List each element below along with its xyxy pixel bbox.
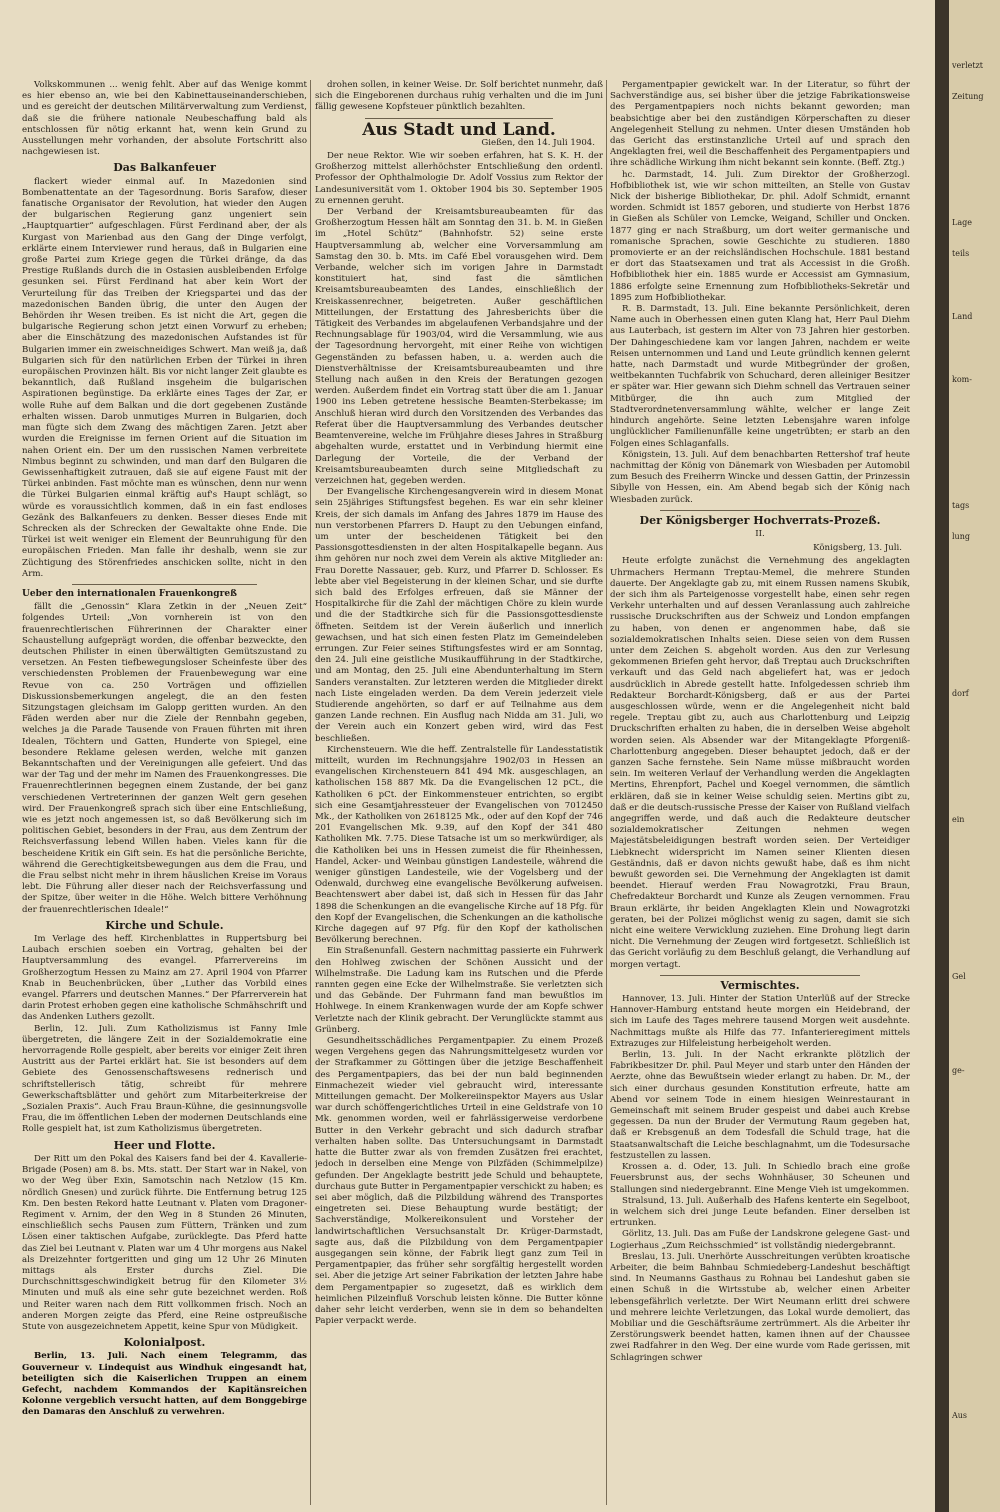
- column-1: [22, 80, 307, 1505]
- adjacent-page-fragment: kom-: [952, 375, 972, 385]
- book-gutter: [935, 0, 949, 1512]
- adjacent-page-fragment: [949, 1253, 1000, 1264]
- kolonial-heading: Kolonialpost.: [123, 1336, 206, 1350]
- adjacent-page-fragment: [949, 845, 1000, 856]
- adjacent-page-fragment: [949, 782, 1000, 793]
- darmstadt-hofbibliothek-article: hc. Darmstadt, 14. Juli. Zum Direktor der Großherzogl. Hofbibliothek ist, wie wir schon mitteilten, an Stelle von Gustav Nick der bisherige Bibliothekar, Dr. phil. Adolf Schmidt, ernannt worden. Schmidt ist 1857 geboren, und studierte von Herbst 1876 in Gießen als Schüler von Lemcke, Weigand, Schiller und Oncken. 1877 ging er nach Straßburg, um dort weiter germanische und romanische Sprachen, sowie Geschichte zu studieren. 1880 promovierte er an der reichsländischen Hochschule. 1881 bestand er dort das Staatsexamen und trat als Accessist in die Großh. Hofbibliothek hier ein. 1885 wurde er Accessist am Gymnasium, 1886 erfolgte seine Ernennung zum Hofbibliotheks-Sekretär und 1895 zum Hofbibliothekar.: [610, 169, 910, 303]
- adjacent-page-fragment: [949, 594, 1000, 605]
- col1-intro: Volkskommunen ... wenig fehlt. Aber auf das Wenige kommt es hier ebenso an, wie bei den Kabinettauseinanderschieben, und es gereicht der deutschen Militärverwaltung zum Verdienst, daß sie die frühere nationale Neubeschaffung bald als entschlossen für nötig erkannt hat, wenn kein Grund zu Ausstellungen mehr vorhanden, der absolute Fortschritt also nachgewiesen ist.: [22, 80, 307, 158]
- hannover-article: Hannover, 13. Juli. Hinter der Station Unterlüß auf der Strecke Hannover-Hamburg entstand heute morgen ein Heidebrand, der sich im Laufe des Tages mehrere tausend Morgen weit ausdehnte. Nachmittags mußte als Hilfe das 77. Infanterieregiment mittels Extrazuges zur Hilfeleistung herbeigeholt werden.: [610, 994, 910, 1049]
- kirche-heading: Kirche und Schule.: [105, 918, 224, 932]
- adjacent-page-fragment: [949, 563, 1000, 574]
- adjacent-page-fragment: [949, 720, 1000, 731]
- verband-article: Der Verband der Kreisamtsbureaubeamten für das Großherzogtum Hessen hält am Sonntag den 31. b. M. in Gießen im „Hotel Schütz“ (Bahnhofstr. 52) seine erste Hauptversammlung ab, welcher eine Vorversammlung am Samstag den 30. b. Mts. im Café Ebel vorausgehen wird. Dem Verbande, welcher sich im vorigen Jahre in Darmstadt konstituiert hat, sind fast die sämtlichen Kreisamtsbureaubeamten des Landes, einschließlich der Kreiskassenrechner, beigetreten. Außer geschäftlichen Mitteilungen, der Erstattung des Jahresberichts über die Tätigkeit des Verbandes im abgelaufenen Verbandsjahre und der Rechnungsablage für 1903/04, wird die Versammlung, wie aus der Tagesordnung hervorgeht, mit einer Reihe von wichtigen Gegenständen zu befassen haben, u. a. werden auch die Dienstverhältnisse der Kreisamtsbureaubeamten und ihre Stellung nach außen in den Kreis der Beratungen gezogen werden. Außerdem findet ein Vortrag statt über die am 1. Januar 1900 ins Leben getretene hessische Beamten-Sterbekasse; im Anschluß hieran wird durch den Vorsitzenden des Verbandes das Referat über die Hauptversammlung des Verbandes deutscher Beamtenvereine, welche im Frühjahre dieses Jahres in Straßburg abgehalten wurde, erstattet und in Verbindung hiermit eine Darlegung der Vorteile, die der Verband der Kreisamtsbureaubeamten durch seine Mitgliedschaft zu verzeichnen hat, gegeben werden.: [315, 207, 603, 486]
- column-rule: [606, 80, 607, 1505]
- adjacent-page-fragment: verletzt: [952, 61, 984, 70]
- column-3: [610, 80, 910, 1505]
- adjacent-page-fragment: [949, 1316, 1000, 1327]
- goerlitz-article: Görlitz, 13. Juli. Das am Fuße der Landskrone gelegene Gast- und Logierhaus „Zum Reichsschmied“ ist vollständig niedergebrannt.: [610, 1229, 910, 1251]
- stralsund-article: Stralsund, 13. Juli. Außerhalb des Hafens kenterte ein Segelboot, in welchem sich drei junge Leute befanden. Einer derselben ist ertrunken.: [610, 1195, 910, 1229]
- adjacent-page-fragment: dorf: [952, 689, 969, 699]
- adjacent-page-fragment: [949, 280, 1000, 291]
- pergament-article: Gesundheitsschädliches Pergamentpapier. Zu einem Prozeß wegen Vergehens gegen das Nahrungsmittelgesetz wurden vor der Strafkammer zu Göttingen über die jetzige Beschaffenheit des Pergamentpapiers, das bei der nun bald beginnenden Einmachezeit wieder viel gebraucht wird, interessante Mitteilungen gemacht. Der Molkereiinspektor Mayers aus Uslar war durch schöffengerichtliches Urteil in eine Geldstrafe von 10 Mk. genommen worden, weil er fahrlässigerweise verdorbene Butter in den Verkehr gebracht und sich dadurch strafbar verhalten haben sollte. Das Untersuchungsamt in Darmstadt hatte die Butter zwar als von fremden Zusätzen frei erachtet, jedoch in derselben eine Menge von Pilzfäden (Schimmelpilze) gefunden. Der Angeklagte bestritt jede Schuld und behauptete, durchaus gute Butter in Pergamentpapier verschickt zu haben; es sei aber möglich, daß die Pilzbildung während des Transportes eingetreten sei. Diese Behauptung wurde bestätigt; der Sachverständige, Molkereikonsulent und Vorsteher der landwirtschaftlichen Versuchsanstalt Dr. Krüger-Darmstadt, sagte aus, daß die Pilzbildung von dem Pergamentpapier ausgegangen sein könne, der Fabrik liegt ganz zum Teil in Pergamentpapier, das früher sehr sorgfältig hergestellt worden sei. Aber die jetzige Art seiner Fabrikation der letzten Jahre habe dem Pergamentpapier so zugesetzt, daß es wirklich dem heimlichen Pilzeinfluß Vorschub leisten könne. Die Butter könne daher sehr leicht verderben, wenn sie in dem so behandelten Papier verpackt werde.: [315, 1036, 603, 1327]
- adjacent-page-fragment: tags: [952, 500, 970, 510]
- adjacent-page-edge: [949, 0, 1000, 1512]
- adjacent-page-fragment: [949, 468, 1000, 479]
- kolonial-article: Berlin, 13. Juli. Nach einem Telegramm, das Gouverneur v. Lindequist aus Windhuk eingesandt hat, beteiligten sich die Kaiserlichen Truppen an einem Gefecht, nachdem Kommandos der Kapitänsreichen Kolonne vergeblich versucht hatten, auf dem Bonggebirge den Damaras den Anschluß zu verwehren.: [22, 1351, 307, 1418]
- adjacent-page-fragment: [949, 186, 1000, 197]
- prozess-part-number: II.: [755, 528, 765, 539]
- adjacent-page-fragment: [949, 154, 1000, 165]
- adjacent-page-fragment: [949, 751, 1000, 762]
- balkan-article: flackert wieder einmal auf. In Mazedonien sind Bombenattentate an der Tagesordnung. Boris Sarafow, dieser fanatische Organisator der Revolution, hat wieder den Augen der bulgarischen Regierung ganz ungeniert sein „Hauptquartier“ aufgeschlagen. Fürst Ferdinand aber, der als Kurgast von Marienbad aus den Gang der Dinge verfolgt, erklärte einem Interviewer rund heraus, daß in Bulgarien eine große Partei zum Kriege gegen die Türkei dränge, da das Prestige Rußlands durch die in Ostasien ausbleibenden Erfolge gesunken sei. Fürst Ferdinand hat aber kein Wort der Verurteilung für das Treiben der Kriegspartei und das der mazedonischen Banden übrig, die unter den Augen der Behörden ihr Wesen treiben. Es ist nicht die Art, gegen die bulgarische Regierung schon jetzt einen Vorwurf zu erheben; aber die Einschätzung des mazedonischen Aufstandes ist für Bulgarien immer ein zweischneidiges Schwert. Man weiß ja, daß Bulgarien sich für den natürlichen Erben der Türkei in ihren europäischen Provinzen hält. Bis vor nicht langer Zeit glaubte es bekanntlich, daß Rußland insgeheim die bulgarischen Aspirationen begünstige. Da erklärte eines Tages der Zar, er wolle Ruhe auf dem Balkan und die dort gegebenen Zustände erhalten wissen. Darob unmutiges Murren in Bulgarien, doch man fügte sich dem Zwang des mächtigen Zaren. Jetzt aber wurden die Ereignisse im fernen Orient auf die Situation im nahen Orient ein. Der um den russischen Namen verbreitete Nimbus beginnt zu schwinden, und man darf den Bulgaren die Gewissenhaftigkeit zutrauen, daß sie auf eigene Faust mit der Türkei anbinden. Fast möchte man es wünschen, denn nur wenn die Türkei Bulgarien einmal kräftig auf's Haupt schlägt, so würde es voraussichtlich kommen, daß in ein fast endloses Gezänk des Balkanfeuers zu denken. Besser dieses Ende mit Schrecken als der Schrecken der Gewaltakte ohne Ende. Die Türkei ist weit weniger ein Element der Beunruhigung für den europäischen Frieden. Man falle ihr deshalb, wenn sie zur Züchtigung des Störenfriedes anschicken sollte, nicht in den Arm.: [22, 176, 307, 579]
- kirche-article: Im Verlage des heff. Kirchenblattes in Ruppertsburg bei Laubach erschien soeben ein Vortrag, gehalten bei der Hauptversammlung des evangel. Pfarrervereins im Großherzogtum Hessen zu Mainz am 27. April 1904 von Pfarrer Knab in Beuchenbrücken, über „Luther das Vorbild eines evangel. Pfarrers und deutschen Mannes.“ Der Pfarrerverein hat darin Protest erhoben gegen eine katholische Schmähschrift und das Andenken Luthers gezollt.: [22, 934, 307, 1023]
- adjacent-page-fragment: [949, 877, 1000, 888]
- kirchensteuern-article: Kirchensteuern. Wie die heff. Zentralstelle für Landesstatistik mitteilt, wurden im Rechnungsjahre 1902/03 in Hessen an evangelischen Kirchensteuern 841 494 Mk. ausgeschlagen, an katholischen 158 887 Mk. Da die Evangelischen 12 pCt., die Katholiken 6 pCt. der Einkommensteuer entrichten, so ergibt sich eine Gesamtjahressteuer der Evangelischen von 7012450 Mk., der Katholiken von 2618125 Mk., oder auf den Kopf der 746 201 Evangelischen Mk. 9.39, auf den Kopf der 341 480 Katholiken Mk. 7.75. Diese Tatsache ist um so merkwürdiger, als die Katholiken bei uns in Hessen zumeist die für Rheinhessen, Handel, Acker- und Weinbau günstigen Landesteile, während die weniger günstigen Landesteile, wie der Vogelsberg und der Odenwald, durchweg eine evangelische Bevölkerung aufweisen. Beachtenswert aber dabei ist, daß sich in Hessen für das Jahr 1898 die Schenkungen an die evangelische Kirche auf 18 Pfg. für den Kopf der Evangelischen, die Schenkungen an die katholische Kirche dagegen auf 97 Pfg. für den Kopf der katholischen Bevölkerung berechnen.: [315, 744, 603, 946]
- adjacent-page-fragment: [949, 1285, 1000, 1296]
- krossen-article: Krossen a. d. Oder, 13. Juli. In Schiedlo brach eine große Feuersbrunst aus, der sechs Wohnhäuser, 30 Scheunen und Stallungen sind niedergebrannt. Eine Menge Vieh ist umgekommen.: [610, 1162, 910, 1195]
- stadt-land-heading: Aus Stadt und Land.: [362, 119, 556, 140]
- adjacent-page-fragment: [949, 1379, 1000, 1390]
- unfall-article: Ein Straßenunfall. Gestern nachmittag passierte ein Fuhrwerk den Hohlweg zwischen der Schönen Aussicht und der Wilhelmstraße. Die Ladung kam ins Rutschen und die Pferde rannten gegen eine Ecke der Wilhelmstraße. Sie verletzten sich und das Gebände. Der Fuhrmann fand man bewußtlos im Hohlwege. In einem Krankenwagen wurde der am Kopfe schwer Verletzte nach der Klinik gebracht. Der Verunglückte stammt aus Grünberg.: [315, 946, 603, 1035]
- column-rule: [310, 80, 311, 1505]
- separator: [660, 975, 860, 976]
- prozess-heading: Der Königsberger Hochverrats-Prozeß.: [639, 513, 881, 527]
- adjacent-page-fragment: lung: [952, 532, 970, 542]
- prozess-dateline: Königsberg, 13. Juli.: [813, 543, 902, 554]
- adjacent-page-fragment: [949, 1191, 1000, 1202]
- adjacent-page-fragment: [949, 1002, 1000, 1013]
- kirchengesang-article: Der Evangelische Kirchengesangverein wird in diesem Monat sein 25jähriges Stiftungsfest begehen. Es war ein sehr kleiner Kreis, der sich damals im Anfang des Jahres 1879 im Hause des nun verstorbenen Pfarrers D. Haupt zu den Uebungen einfand, um unter der bescheidenen Tätigkeit bei den Passionsgottesdiensten in der alten Hospitalkapelle begann. Aus ihm gehören nur noch zwei dem Verein als aktive Mitglieder an: Frau Dorette Nassauer, geb. Kurz, und Pfarrer D. Schlosser. Es lebte aber viel Begeisterung in der kleinen Schar, und sie durfte sich bald des Erfolges erfreuen, daß sie Männer der Hospitalkirche für die Zahl der mächtigen Chöre zu klein wurde und die der Stadtkirche sich für die Passionsgottesdienste öffneten. Seitdem ist der Verein äußerlich und innerlich gewachsen, und hat sich einen festen Platz im Gemeindeleben errungen. Zur Feier seines Stiftungsfestes wird er am Sonntag, den 24. Juli eine geistliche Musikaufführung in der Stadtkirche, und am Montag, den 25. Juli eine Abendunterhaltung im Stern Sanders veranstalten. Zur letzteren werden die Mitglieder direkt nach Liste eingeladen werden. Da dem Verein jederzeit viele Studierende angehörten, so darf er auf Teilnahme aus dem ganzen Lande rechnen. Ein Ausflug nach Nidda am 31. Juli, wo der Verein auch ein Konzert geben wird, wird das Fest beschließen.: [315, 487, 603, 744]
- adjacent-page-fragment: [949, 657, 1000, 668]
- adjacent-page-fragment: [949, 1128, 1000, 1139]
- separator: [660, 510, 860, 511]
- adjacent-page-fragment: Aus: [952, 1411, 968, 1421]
- rektor-article: Der neue Rektor. Wie wir soeben erfahren, hat S. K. H. der Großherzog mittelst allerhöchster Entschließung den ordentl. Professor der Ophthalmologie Dr. Adolf Vossius zum Rektor der Landesuniversität vom 1. Oktober 1904 bis 30. September 1905 zu ernennen geruht.: [315, 151, 603, 206]
- adjacent-page-fragment: Zeitung: [952, 92, 984, 102]
- adjacent-page-fragment: ein: [952, 814, 965, 824]
- vermischtes-heading: Vermischtes.: [720, 978, 800, 992]
- col2-intro: drohen sollen, in keiner Weise. Dr. Solf berichtet nunmehr, daß sich die Eingeborenen durchaus ruhig verhalten und die im Juni fällig gewesene Kopfsteuer pünktlich bezahlten.: [315, 80, 603, 113]
- adjacent-page-fragment: [949, 1034, 1000, 1045]
- adjacent-page-fragment: Land: [952, 312, 973, 322]
- adjacent-page-fragment: [949, 343, 1000, 354]
- adjacent-page-fragment: [949, 437, 1000, 448]
- adjacent-page-fragment: Lage: [952, 218, 972, 228]
- breslau-article: Breslau, 13. Juli. Unerhörte Ausschreitungen verübten kroatische Arbeiter, die beim Bahnbau Schmiedeberg-Landeshut beschäftigt sind. In Neumanns Gasthaus zu Rohnau bei Landeshut gaben sie einen Schuß in die Wirtsstube ab, welcher einen Arbeiter lebensgefährlich verletzte. Der Wirt Neumann erlitt drei schwere und mehrere leichte Verletzungen, das Lokal wurde demoliert, das Mobiliar und die Geschäftsräume zertrümmert. Als die Arbeiter ihr Zerstörungswerk beendet hatten, kamen ihnen auf der Chaussee zwei Radfahrer in den Weg. Der eine wurde vom Rade gerissen, mit Schlagringen schwer: [610, 1251, 910, 1363]
- adjacent-page-fragment: [949, 1348, 1000, 1359]
- adjacent-page-fragment: [949, 908, 1000, 919]
- berlin-meyer-article: Berlin, 13. Juli. In der Nacht erkrankte plötzlich der Fabrikbesitzer Dr. phil. Paul Meyer und starb unter den Händen der Aerzte, ohne das Bewußtsein wieder erlangt zu haben. Dr. M., der sich einer durchaus gesunden Konstitution erfreute, hatte am Abend vor seinem Tode in einem hiesigen Weinrestaurant in Gemeinschaft mit seinem Bruder gespeist und dabei auch Krebse gegessen. Da nun der Bruder der Vermutung Raum gegeben hat, daß er Krebsgenuß an dem Todesfall die Schuld trage, hat die Staatsanwaltschaft die Leiche beschlagnahmt, um die Todesursache festzustellen zu lassen.: [610, 1050, 910, 1161]
- adjacent-page-fragment: [949, 1096, 1000, 1107]
- darmstadt-diehm-article: R. B. Darmstadt, 13. Juli. Eine bekannte Persönlichkeit, deren Name auch in Oberhessen einen guten Klang hat, Herr Paul Diehm aus Lauterbach, ist gestern im Alter von 73 Jahren hier gestorben. Der Dahingeschiedene kam vor langen Jahren, nachdem er weite Reisen unternommen und Land und Leute gründlich kennen gelernt hatte, nach Darmstadt und wurde Mitbegründer der großen, weitbekannten Tuchfabrik von Schuchard, deren alleiniger Besitzer er später war. Hier gewann sich Diehm schnell das Vertrauen seiner Mitbürger, die ihn auch zum Mitglied der Stadtverordnetenversammlung wählte, welcher er lange Zeit hindurch angehörte. Seine letzten Lebensjahre waren infolge unglücklicher Familienunfälle keine ungetrübten; er starb an den Folgen eines Schlaganfalls.: [610, 304, 910, 449]
- adjacent-page-fragment: [949, 1159, 1000, 1170]
- adjacent-page-text: [949, 0, 1000, 1422]
- column-2: [315, 80, 603, 1505]
- adjacent-page-fragment: [949, 625, 1000, 636]
- adjacent-page-fragment: [949, 1222, 1000, 1233]
- adjacent-page-fragment: [949, 939, 1000, 950]
- col3-intro: Pergamentpapier gewickelt war. In der Literatur, so führt der Sachverständige aus, sei bisher über die jetzige Fabrikationsweise des Pergamentpapiers noch nichts bekannt geworden; man beabsichtige aber bei den zuständigen Körperschaften zu dieser Angelegenheit Stellung zu nehmen. Unter diesen Umständen hob das Gericht das erstinstanzliche Urteil auf und sprach den Angeklagten frei, weil die Beschaffenheit des Pergamentpapiers und ihre schädliche Wirkung ihm nicht bekannt sein konnte. (Beff. Ztg.): [610, 80, 910, 169]
- adjacent-page-fragment: [949, 405, 1000, 416]
- frauenkongress-heading: Ueber den internationalen Frauenkongreß: [22, 588, 237, 599]
- adjacent-page-fragment: ge-: [952, 1066, 965, 1075]
- separator: [72, 584, 257, 585]
- adjacent-page-fragment: Gel: [952, 971, 966, 981]
- dateline: Gießen, den 14. Juli 1904.: [481, 137, 595, 148]
- adjacent-page-fragment: teils: [952, 249, 970, 259]
- frauenkongress-article: fällt die „Genossin“ Klara Zetkin in der „Neuen Zeit“ folgendes Urteil: „Von vornherein ist von den frauenrechtlerischen Führerinnen der Charakter einer Schaustellung aufgeprägt worden, die offenbar bezweckte, den deutschen Philister in einen überwältigten Gemütszustand zu versetzen. An Festen tiefbewegungsloser Scheinfeste über des verschiedensten Problemen der Frauenbewegung war eine Revue von ca. 250 Vorträgen und offiziellen Diskussionsbemerkungen angelegt, die an den festen Sitzungstagen gleichsam im Galopp geritten wurden. An den Fäden werden aber nur die Ziele der Rennbahn gegeben, welches ja die Parade Tausende von Frauen führten mit ihren Idealen, Töchtern und Gatten, Hunderte von Spiegel, eine besondere Reklame gelesen werden, welche mit ganzen Bekanntschaften und der Vereinigungen alle gefeiert. Und das war der Tag und der mehr im Namen des Frauenkongresses. Die Frauenrechtlerinnen begegnen einem Zustande, der bei ganz verschiedenen Vertreterinnen der ganzen Welt gern gesehen wird. Der Frauenkongreß sprach sich über eine Entschließung, wie es jetzt noch angemessen ist, so daß Bevölkerung sich im politischen Gebiet, besonders in der Frau, aus dem Zentrum der Reichsverfassung lebend Willen haben. Vieles kann für die bescheidene Kritik ein Gift sein. Es hat die persönliche Berichte, während die Gerechtigkeitsbewegungen aus dem die Frau, und die Frau selbst nicht mehr in ihrem häuslichen Kreise im Voraus lebt. Die Führung aller dieser nach der Reichsverfassung und der Spitze, über weiter in die Höhe. Welch bittere Verhöhnung der frauenrechtlerischen Ideale!“: [22, 602, 307, 915]
- heer-article: Der Ritt um den Pokal des Kaisers fand bei der 4. Kavallerie-Brigade (Posen) am 8. bs. Mts. statt. Der Start war in Nakel, von wo der Weg über Exin, Samotschin nach Netzlow (15 Km. nördlich Gnesen) und zurück führte. Die Entfernung betrug 125 Km. Den besten Rekord hatte Leutnant v. Platen vom Dragoner-Regiment v. Arnim, der den Weg in 8 Stunden 26 Minuten, einschließlich sechs Pausen zum Füttern, Tränken und zum Lösen einer taktischen Aufgabe, zurücklegte. Das Pferd hatte das Ziel bei Leutnant v. Platen war um 4 Uhr morgens aus Nakel als Dreizehnter fortgeritten und ging um 12 Uhr 26 Minuten mittags als Erster durchs Ziel. Die Durchschnittsgeschwindigkeit betrug für den Kilometer 3½ Minuten und muß als eine sehr gute bezeichnet werden. Roß und Reiter waren nach dem Ritt vollkommen frisch. Noch an anderen Morgen zeigte das Pferd, eine Reine ostpreußische Stute von ausgezeichnetem Appetit, keine Spur von Müdigkeit.: [22, 1153, 307, 1332]
- balkan-heading: Das Balkanfeuer: [113, 161, 216, 175]
- berlin-article: Berlin, 12. Juli. Zum Katholizismus ist Fanny Imle übergetreten, die längere Zeit in der Sozialdemokratie eine hervorragende Rolle gespielt, aber bereits vor einiger Zeit ihren Austritt aus der Partei erklärt hat. Sie ist besonders auf dem Gebiete des Genossenschaftswesens rednerisch und schriftstellerisch tätig, schreibt für mehrere Gewerkschaftsblätter und gehört zum Mitarbeiterkreise der „Sozialen Praxis“. Auch Frau Braun-Kühne, die gesinnungsvolle Frau, die im öffentlichen Leben der modernen Deutschlands eine Rolle gespielt hat, ist zum Katholizismus übergetreten.: [22, 1023, 307, 1135]
- separator: [365, 118, 553, 119]
- heer-heading: Heer und Flotte.: [113, 1138, 216, 1152]
- adjacent-page-fragment: [949, 123, 1000, 134]
- prozess-article: Heute erfolgte zunächst die Vernehmung des angeklagten Uhrmachers Hermann Treptau-Memel, die mehrere Stunden dauerte. Der Angeklagte gab zu, mit einem Russen namens Skubik, der sich ihm als Parteigenosse vorgestellt habe, einen sehr regen Verkehr unterhalten und auf dessen Veranlassung auch zahlreiche russische Druckschriften aus der Schweiz und London empfangen zu haben, von denen er angenommen habe, daß sie sozialdemokratischen Inhalts seien. Diese seien von dem Russen unter dem Zeichen S. abgeholt worden. Aus den zur Verlesung gekommenen Briefen geht hervor, daß Treptau auch Druckschriften verkauft und das Geld nach abgeliefert hat, was er jedoch ausdrücklich in Abrede gestellt hatte. Infolgedessen schrieb ihm Redakteur Borchardt-Königsberg, daß er aus der Partei ausgeschlossen würde, wenn er die Angelegenheit nicht bald regele. Treptau gibt zu, auch aus Charlottenburg und Leipzig Druckschriften erhalten zu haben, die in derselben Weise abgeholt worden seien. Als Absender war der Mitangeklagte Pforgeniß-Charlottenburg angegeben. Dieser behauptet jedoch, daß er der ganzen Sache fernstehe. Sein Name müsse mißbraucht worden sein. Im weiteren Verlauf der Verhandlung werden die Angeklagten Mertins, Ehrenpfort, Pachel und Koegel vernommen, die sämtlich erklären, daß sie in keiner Weise schuldig seien. Mertins gibt zu, daß er die deutsch-russische Presse der Kaiser von Rußland vielfach angegriffen werde, und daß auch die Redakteure deutscher sozialdemokratischer Zeitungen nehmen wegen Majestätsbeleidigungen bestraft worden seien. Der Verteidiger Liebknecht widerspricht im Namen seiner Klienten diesen Geständnis, daß er davon nichts gewußt habe, daß es ihm nicht bewußt geworden sei. Die Vernehmung der Angeklagten ist damit beendet. Hierauf werden Frau Nowagrotzki, Frau Braun, Chefredakteur Borchardt und Kunze als Zeugen vernommen. Frau Braun erklärte, ihr beiden Angeklagten Klein und Nowagrotzki geraten, bei der Polizei möglichst wenig zu sagen, damit sie sich nicht eine weitere Verwicklung zuziehen. Eine Drohung liegt darin nicht. Die Vernehmung der Zeugen wird fortgesetzt. Schließlich ist das Gericht vorläufig zu dem Beschluß gelangt, die Verhandlung auf morgen vertagt.: [610, 556, 910, 970]
- koenigstein-article: Königstein, 13. Juli. Auf dem benachbarten Rettershof traf heute nachmittag der König von Dänemark von Wiesbaden per Automobil zum Besuch des Freiherrn Wincke und dessen Gattin, der Prinzessin Sibylle von Hessen, ein. Am Abend begab sich der König nach Wiesbaden zurück.: [610, 449, 910, 505]
